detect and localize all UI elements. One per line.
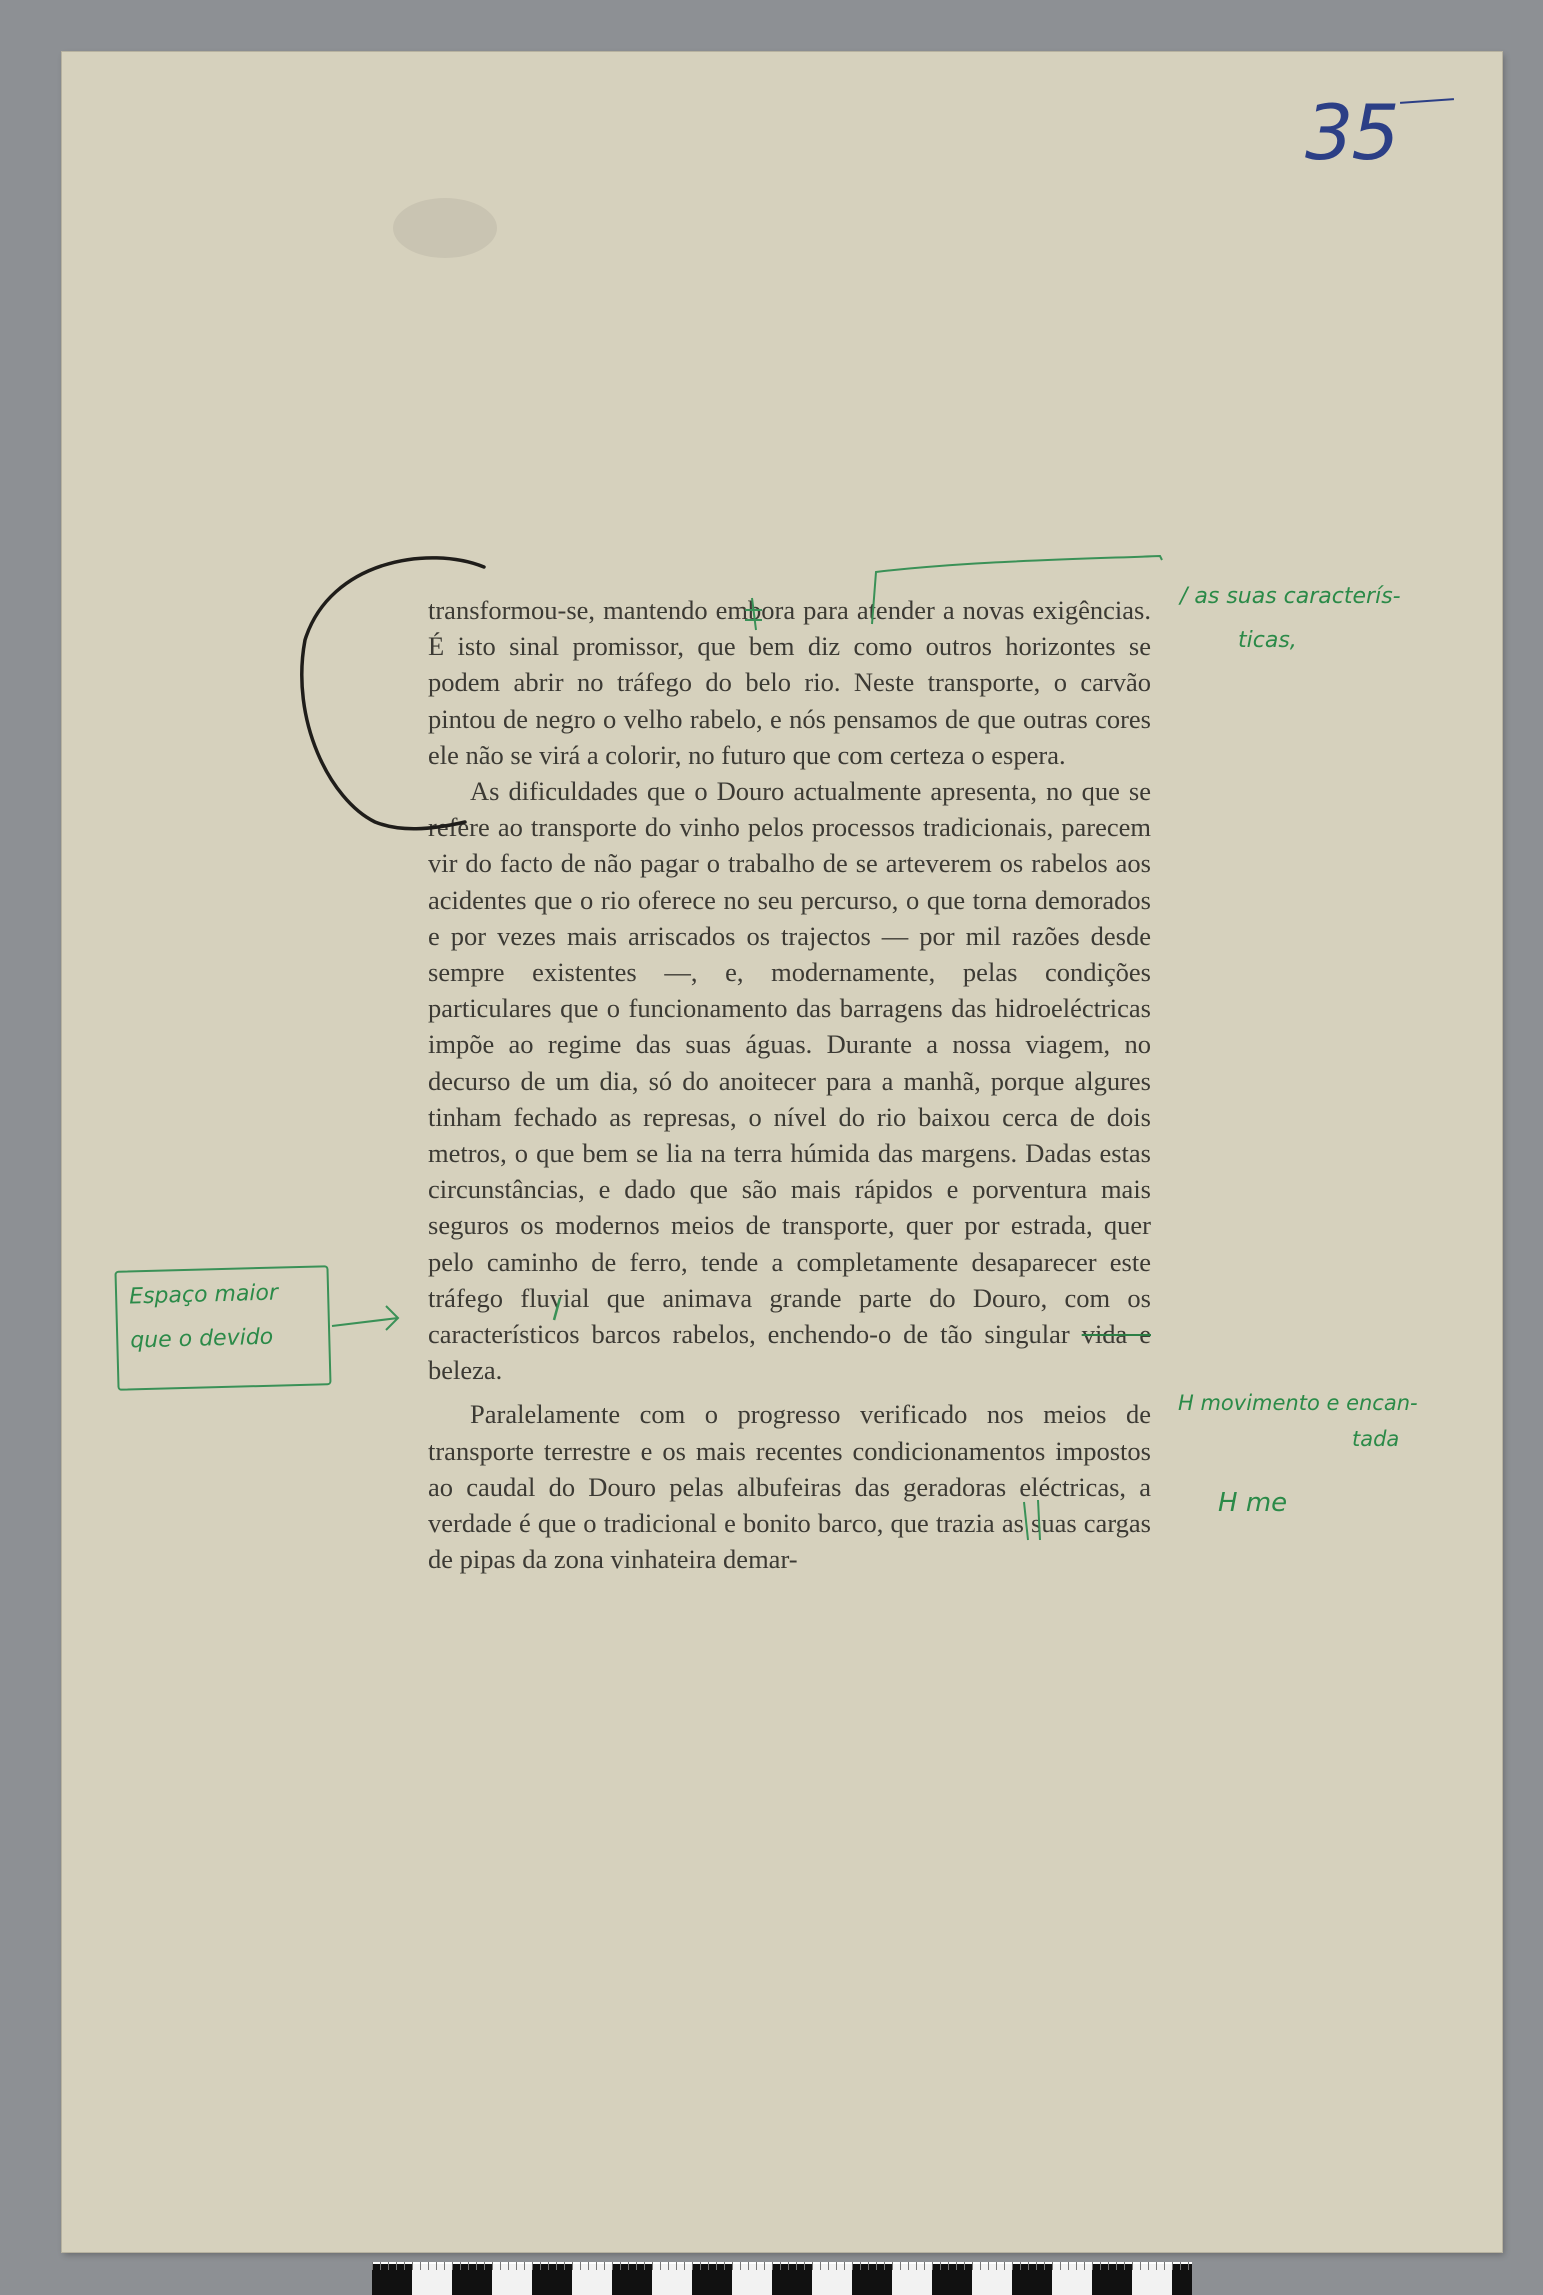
annotation-right-mid-2: tada — [1352, 1427, 1400, 1451]
correction-mark — [1024, 1500, 1040, 1540]
insertion-line — [872, 556, 1162, 624]
annotation-top-right-2: ticas, — [1238, 628, 1297, 653]
scale-ruler-ticks — [372, 2262, 1192, 2270]
paragraph-2-end: beleza. — [428, 1355, 503, 1386]
smudge — [393, 198, 497, 258]
insertion-slash — [554, 1298, 560, 1320]
struck-words: vida e — [1081, 1319, 1151, 1350]
paragraph-3: Paralelamente com o progresso verificado nos meios de transporte terrestre e os mais recentes condicionamentos impostos ao caudal do Douro pelas albufeiras das geradoras eléctricas, a verdade é que o tradicional e bonito barco, que trazia as suas cargas de pipas da zona vinhateira demar- — [428, 1399, 1151, 1575]
annotation-right-mid-3: H me — [1218, 1488, 1288, 1518]
annotation-right-mid-1: H movimento e encan- — [1178, 1391, 1418, 1415]
annotation-margin-box-line-2: que o devido — [129, 1324, 274, 1354]
insertion-mark — [745, 598, 762, 630]
paragraph-2-text: As dificuldades que o Douro actualmente apresenta, no que se refere ao transporte do vinho pelos processos tradicionais, parecem vir do facto de não pagar o trabalho de se arteverem os rabelos aos acidentes que o rio oferece no seu percurso, o que torna demorados e por vezes mais arriscados os trajectos — por mil razões desde sempre existentes —, e, modernamente, pelas condições particulares que o funcionamento das barragens das hidroeléctricas impõe ao regime das suas águas. Durante a nossa viagem, no decurso de um dia, só do anoitecer para a manhã, porque algures tinham fechado as represas, o nível do rio baixou cerca de dois metros, o que bem se lia na terra húmida das margens. Dadas estas circunstâncias, e dado que são mais rápidos e porventura mais seguros os modernos meios de transporte, quer por estrada, quer pelo caminho de ferro, tende a completamente desaparecer este tráfego fluvial que animava grande parte do Douro, com os característicos barcos rabelos, enchendo-o de tão singular — [428, 776, 1151, 1350]
annotation-top-right-1: / as suas caracterís- — [1180, 584, 1401, 609]
annotation-margin-box-line-1: Espaço maior — [128, 1280, 279, 1310]
margin-arrow — [332, 1306, 398, 1330]
page-number: 35 — [1305, 88, 1398, 177]
bracket-curve — [302, 558, 484, 829]
paragraph-1: transformou-se, mantendo embora para atender a novas exigências. É isto sinal promissor, que bem diz como outros horizontes se podem abrir no tráfego do belo rio. Neste transporte, o carvão pintou de negro o velho rabelo, e nós pensamos de que outras cores ele não se virá a colorir, no futuro que com certeza o espera. — [428, 595, 1151, 770]
